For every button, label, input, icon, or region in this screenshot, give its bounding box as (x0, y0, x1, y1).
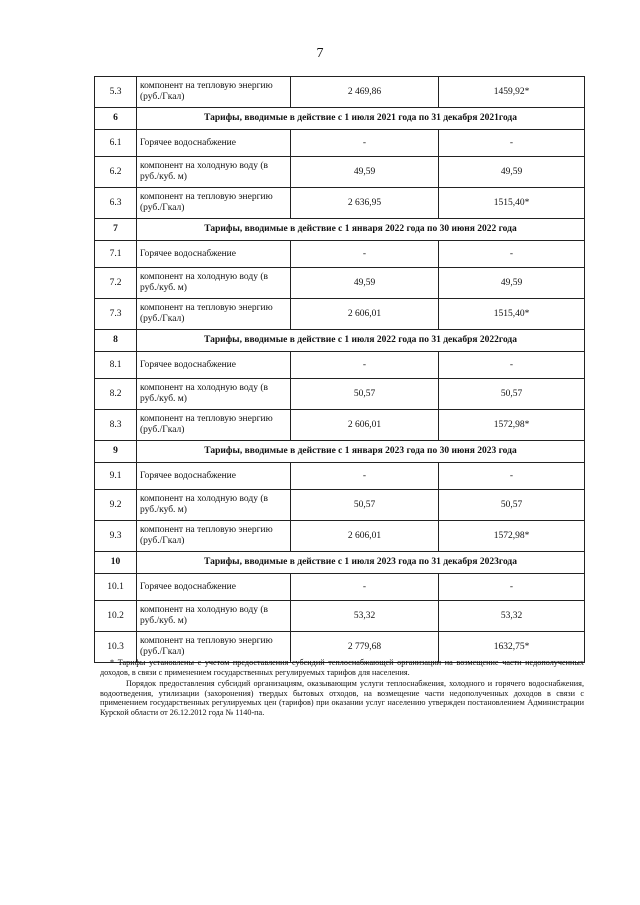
row-label: компонент на тепловую энергию (руб./Гкал) (137, 77, 291, 108)
tariff-row (95, 352, 585, 379)
row-number: 8.1 (95, 352, 137, 379)
section-number: 8 (95, 330, 137, 352)
tariff-row (95, 490, 585, 521)
row-label: компонент на холодную воду (в руб./куб. м) (137, 601, 291, 632)
row-number: 6.2 (95, 157, 137, 188)
value-col-1: 50,57 (291, 379, 439, 410)
row-number: 9.3 (95, 521, 137, 552)
value-col-2: 1572,98* (439, 521, 585, 552)
value-col-2: - (439, 130, 585, 157)
value-col-1: 2 779,68 (291, 632, 439, 663)
value-col-2: - (439, 241, 585, 268)
row-number: 7.3 (95, 299, 137, 330)
tariff-row (95, 188, 585, 219)
tariff-row (95, 241, 585, 268)
row-number: 6.3 (95, 188, 137, 219)
row-number: 10.2 (95, 601, 137, 632)
row-label: компонент на тепловую энергию (руб./Гкал) (137, 299, 291, 330)
row-number: 5.3 (95, 77, 137, 108)
value-col-1: 50,57 (291, 490, 439, 521)
row-label: Горячее водоснабжение (137, 130, 291, 157)
tariff-row (95, 574, 585, 601)
section-header-row (95, 552, 585, 574)
section-header-row (95, 219, 585, 241)
value-col-2: - (439, 463, 585, 490)
section-title: Тарифы, вводимые в действие с 1 января 2023 года по 30 июня 2023 года (137, 441, 585, 463)
tariff-row (95, 379, 585, 410)
section-title: Тарифы, вводимые в действие с 1 июля 2023 года по 31 декабря 2023года (137, 552, 585, 574)
row-number: 10.3 (95, 632, 137, 663)
value-col-2: 1459,92* (439, 77, 585, 108)
value-col-1: 2 606,01 (291, 410, 439, 441)
section-number: 9 (95, 441, 137, 463)
value-col-2: 49,59 (439, 268, 585, 299)
row-number: 6.1 (95, 130, 137, 157)
row-label: компонент на холодную воду (в руб./куб. м) (137, 157, 291, 188)
row-label: Горячее водоснабжение (137, 574, 291, 601)
value-col-1: - (291, 352, 439, 379)
tariff-row (95, 521, 585, 552)
value-col-2: 1515,40* (439, 188, 585, 219)
value-col-1: 2 636,95 (291, 188, 439, 219)
section-header-row (95, 441, 585, 463)
row-label: компонент на холодную воду (в руб./куб. м) (137, 490, 291, 521)
section-header-row (95, 330, 585, 352)
tariff-row (95, 157, 585, 188)
section-title: Тарифы, вводимые в действие с 1 января 2022 года по 30 июня 2022 года (137, 219, 585, 241)
section-title: Тарифы, вводимые в действие с 1 июля 2022 года по 31 декабря 2022года (137, 330, 585, 352)
row-number: 7.2 (95, 268, 137, 299)
row-label: компонент на холодную воду (в руб./куб. м) (137, 268, 291, 299)
value-col-1: 2 606,01 (291, 299, 439, 330)
value-col-2: - (439, 352, 585, 379)
tariff-row (95, 601, 585, 632)
tariff-row (95, 463, 585, 490)
row-label: Горячее водоснабжение (137, 241, 291, 268)
row-label: Горячее водоснабжение (137, 463, 291, 490)
row-number: 7.1 (95, 241, 137, 268)
row-label: компонент на холодную воду (в руб./куб. м) (137, 379, 291, 410)
section-number: 6 (95, 108, 137, 130)
section-number: 7 (95, 219, 137, 241)
value-col-1: - (291, 241, 439, 268)
value-col-2: 1515,40* (439, 299, 585, 330)
value-col-1: 49,59 (291, 157, 439, 188)
value-col-2: 1572,98* (439, 410, 585, 441)
subsidy-paragraph: Порядок предоставления субсидий организациям, оказывающим услуги теплоснабжения, холодного и горячего водоснабжения, водоотведения, утилизации (захоронения) твердых бытовых отходов, на возмещение части недополученных доходов в связи с применением государственных регулируемых цен (тарифов) при оказании услуг населению утвержден постановлением Администрации Курской области от 26.12.2012 года № 1140-па. (100, 678, 584, 718)
value-col-1: 2 606,01 (291, 521, 439, 552)
tariff-row (95, 299, 585, 330)
value-col-1: 53,32 (291, 601, 439, 632)
value-col-2: 50,57 (439, 490, 585, 521)
tariffs-table (94, 76, 585, 663)
section-number: 10 (95, 552, 137, 574)
value-col-2: 1632,75* (439, 632, 585, 663)
value-col-1: 49,59 (291, 268, 439, 299)
footnote: * Тарифы установлены с учетом предоставления субсидий теплоснабжающей организации на возмещение части недополученных доходов, в связи с применением государственных регулируемых тарифов для населения. (100, 658, 584, 677)
row-label: компонент на тепловую энергию (руб./Гкал) (137, 632, 291, 663)
row-number: 8.2 (95, 379, 137, 410)
row-label: компонент на тепловую энергию (руб./Гкал) (137, 410, 291, 441)
tariff-row (95, 77, 585, 108)
value-col-2: 53,32 (439, 601, 585, 632)
tariff-row (95, 268, 585, 299)
value-col-2: - (439, 574, 585, 601)
row-number: 8.3 (95, 410, 137, 441)
value-col-1: - (291, 463, 439, 490)
value-col-1: - (291, 130, 439, 157)
value-col-2: 49,59 (439, 157, 585, 188)
value-col-1: 2 469,86 (291, 77, 439, 108)
row-number: 9.2 (95, 490, 137, 521)
row-label: Горячее водоснабжение (137, 352, 291, 379)
tariff-row (95, 130, 585, 157)
value-col-1: - (291, 574, 439, 601)
notes (100, 658, 584, 719)
tariff-row (95, 410, 585, 441)
row-number: 10.1 (95, 574, 137, 601)
row-label: компонент на тепловую энергию (руб./Гкал) (137, 188, 291, 219)
value-col-2: 50,57 (439, 379, 585, 410)
row-number: 9.1 (95, 463, 137, 490)
page-number: 7 (316, 46, 324, 61)
section-header-row (95, 108, 585, 130)
section-title: Тарифы, вводимые в действие с 1 июля 2021 года по 31 декабря 2021года (137, 108, 585, 130)
row-label: компонент на тепловую энергию (руб./Гкал) (137, 521, 291, 552)
